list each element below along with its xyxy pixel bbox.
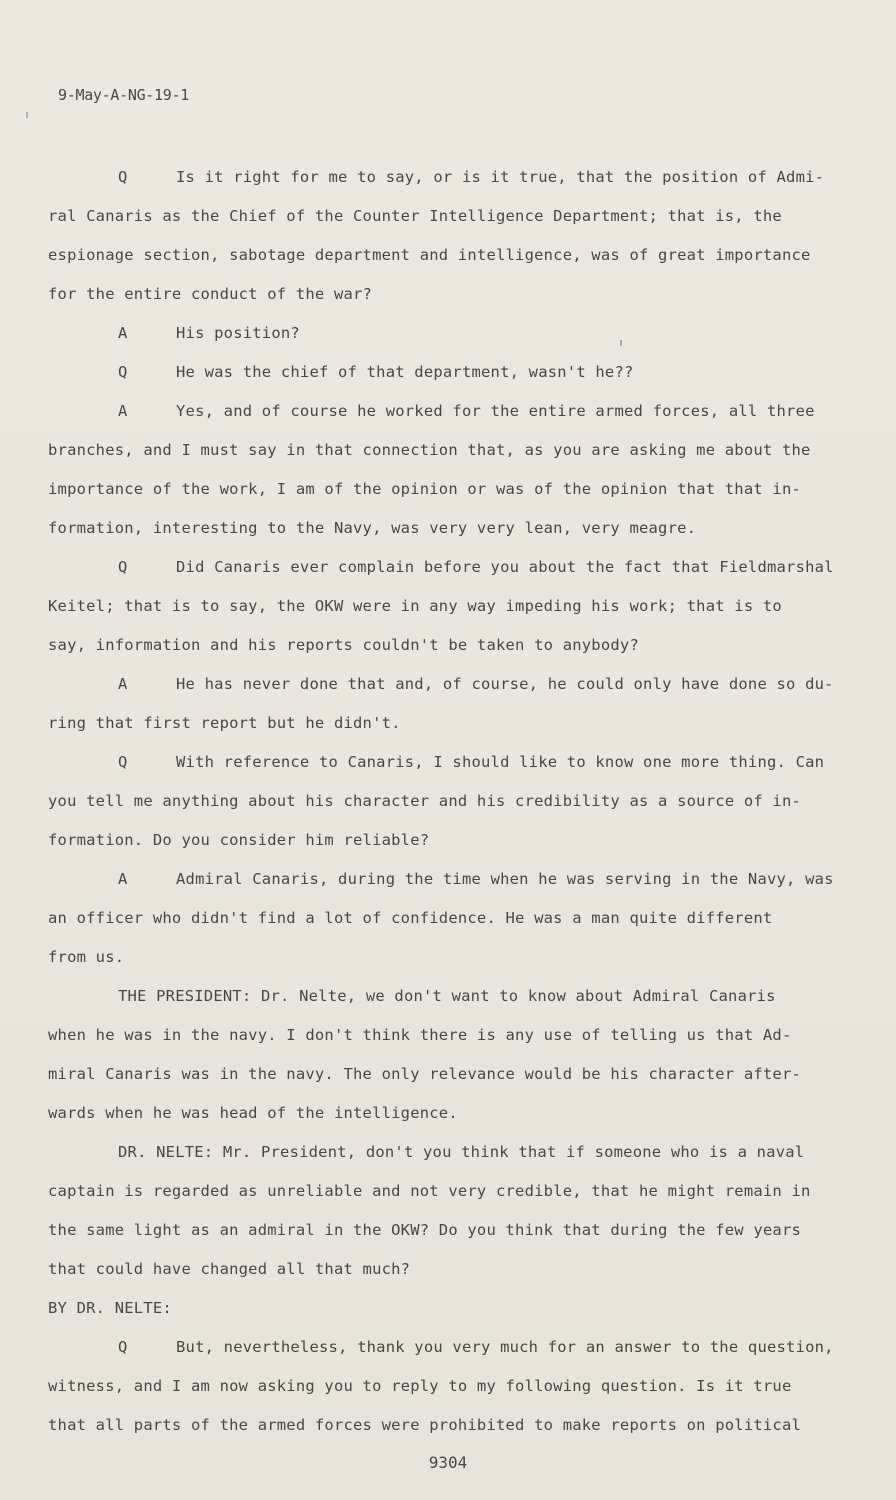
- line-text: that could have changed all that much?: [48, 1260, 411, 1278]
- text-line: [48, 1406, 838, 1445]
- text-line: [48, 1016, 838, 1055]
- text-line: [48, 1055, 838, 1094]
- text-line: [48, 587, 838, 626]
- line-text: THE PRESIDENT: Dr. Nelte, we don't want to know about Admiral Canaris: [118, 987, 776, 1005]
- speaker-marker: A: [118, 870, 128, 888]
- text-line: [48, 470, 838, 509]
- qa-line: [48, 392, 838, 431]
- qa-line: [48, 665, 838, 704]
- text-line: [48, 1172, 838, 1211]
- paper-mark: [26, 112, 28, 118]
- line-text: for the entire conduct of the war?: [48, 285, 373, 303]
- line-text: He has never done that and, of course, he could only have done so du-: [176, 675, 834, 693]
- text-line: [48, 626, 838, 665]
- text-line: [48, 1289, 838, 1328]
- line-text: when he was in the navy. I don't think there is any use of telling us that Ad-: [48, 1026, 792, 1044]
- document-header: 9-May-A-NG-19-1: [58, 86, 189, 104]
- speaker-marker: Q: [118, 753, 128, 771]
- page-number: 9304: [428, 1453, 468, 1472]
- text-line: [48, 782, 838, 821]
- text-line: [48, 1094, 838, 1133]
- line-text: His position?: [176, 324, 300, 342]
- text-line: [48, 1367, 838, 1406]
- line-text: witness, and I am now asking you to reply to my following question. Is it true: [48, 1377, 792, 1395]
- line-text: formation, interesting to the Navy, was very very lean, very meagre.: [48, 519, 697, 537]
- line-text: With reference to Canaris, I should like to know one more thing. Can: [176, 753, 825, 771]
- speaker-line: [48, 1133, 838, 1172]
- speaker-marker: A: [118, 675, 128, 693]
- qa-line: [48, 743, 838, 782]
- text-line: [48, 1211, 838, 1250]
- speaker-marker: Q: [118, 1338, 128, 1356]
- line-text: ring that first report but he didn't.: [48, 714, 401, 732]
- speaker-marker: A: [118, 402, 128, 420]
- line-text: Is it right for me to say, or is it true, that the position of Admi-: [176, 168, 825, 186]
- line-text: Did Canaris ever complain before you about the fact that Fieldmarshal: [176, 558, 834, 576]
- text-line: [48, 236, 838, 275]
- line-text: BY DR. NELTE:: [48, 1299, 172, 1317]
- line-text: formation. Do you consider him reliable?: [48, 831, 430, 849]
- qa-line: [48, 314, 838, 353]
- text-line: [48, 197, 838, 236]
- text-line: [48, 509, 838, 548]
- line-text: ral Canaris as the Chief of the Counter Intelligence Department; that is, the: [48, 207, 782, 225]
- line-text: the same light as an admiral in the OKW? Do you think that during the few years: [48, 1221, 802, 1239]
- line-text: espionage section, sabotage department and intelligence, was of great importance: [48, 246, 811, 264]
- line-text: Admiral Canaris, during the time when he was serving in the Navy, was: [176, 870, 834, 888]
- line-text: wards when he was head of the intelligence.: [48, 1104, 458, 1122]
- transcript-body: [48, 158, 838, 1445]
- speaker-marker: Q: [118, 363, 128, 381]
- speaker-marker: Q: [118, 558, 128, 576]
- text-line: [48, 704, 838, 743]
- qa-line: [48, 548, 838, 587]
- line-text: that all parts of the armed forces were prohibited to make reports on political: [48, 1416, 802, 1434]
- qa-line: [48, 353, 838, 392]
- text-line: [48, 821, 838, 860]
- line-text: importance of the work, I am of the opinion or was of the opinion that that in-: [48, 480, 802, 498]
- line-text: Yes, and of course he worked for the entire armed forces, all three: [176, 402, 815, 420]
- line-text: He was the chief of that department, wasn't he??: [176, 363, 634, 381]
- line-text: miral Canaris was in the navy. The only relevance would be his character after-: [48, 1065, 802, 1083]
- text-line: [48, 431, 838, 470]
- speaker-marker: A: [118, 324, 128, 342]
- text-line: [48, 938, 838, 977]
- line-text: captain is regarded as unreliable and not very credible, that he might remain in: [48, 1182, 811, 1200]
- speaker-line: [48, 977, 838, 1016]
- line-text: you tell me anything about his character and his credibility as a source of in-: [48, 792, 802, 810]
- line-text: But, nevertheless, thank you very much for an answer to the question,: [176, 1338, 834, 1356]
- line-text: Keitel; that is to say, the OKW were in any way impeding his work; that is to: [48, 597, 782, 615]
- text-line: [48, 275, 838, 314]
- line-text: DR. NELTE: Mr. President, don't you think that if someone who is a naval: [118, 1143, 805, 1161]
- line-text: say, information and his reports couldn't be taken to anybody?: [48, 636, 639, 654]
- line-text: from us.: [48, 948, 125, 966]
- qa-line: [48, 860, 838, 899]
- text-line: [48, 1250, 838, 1289]
- speaker-marker: Q: [118, 168, 128, 186]
- qa-line: [48, 1328, 838, 1367]
- line-text: an officer who didn't find a lot of confidence. He was a man quite different: [48, 909, 773, 927]
- text-line: [48, 899, 838, 938]
- line-text: branches, and I must say in that connection that, as you are asking me about the: [48, 441, 811, 459]
- qa-line: [48, 158, 838, 197]
